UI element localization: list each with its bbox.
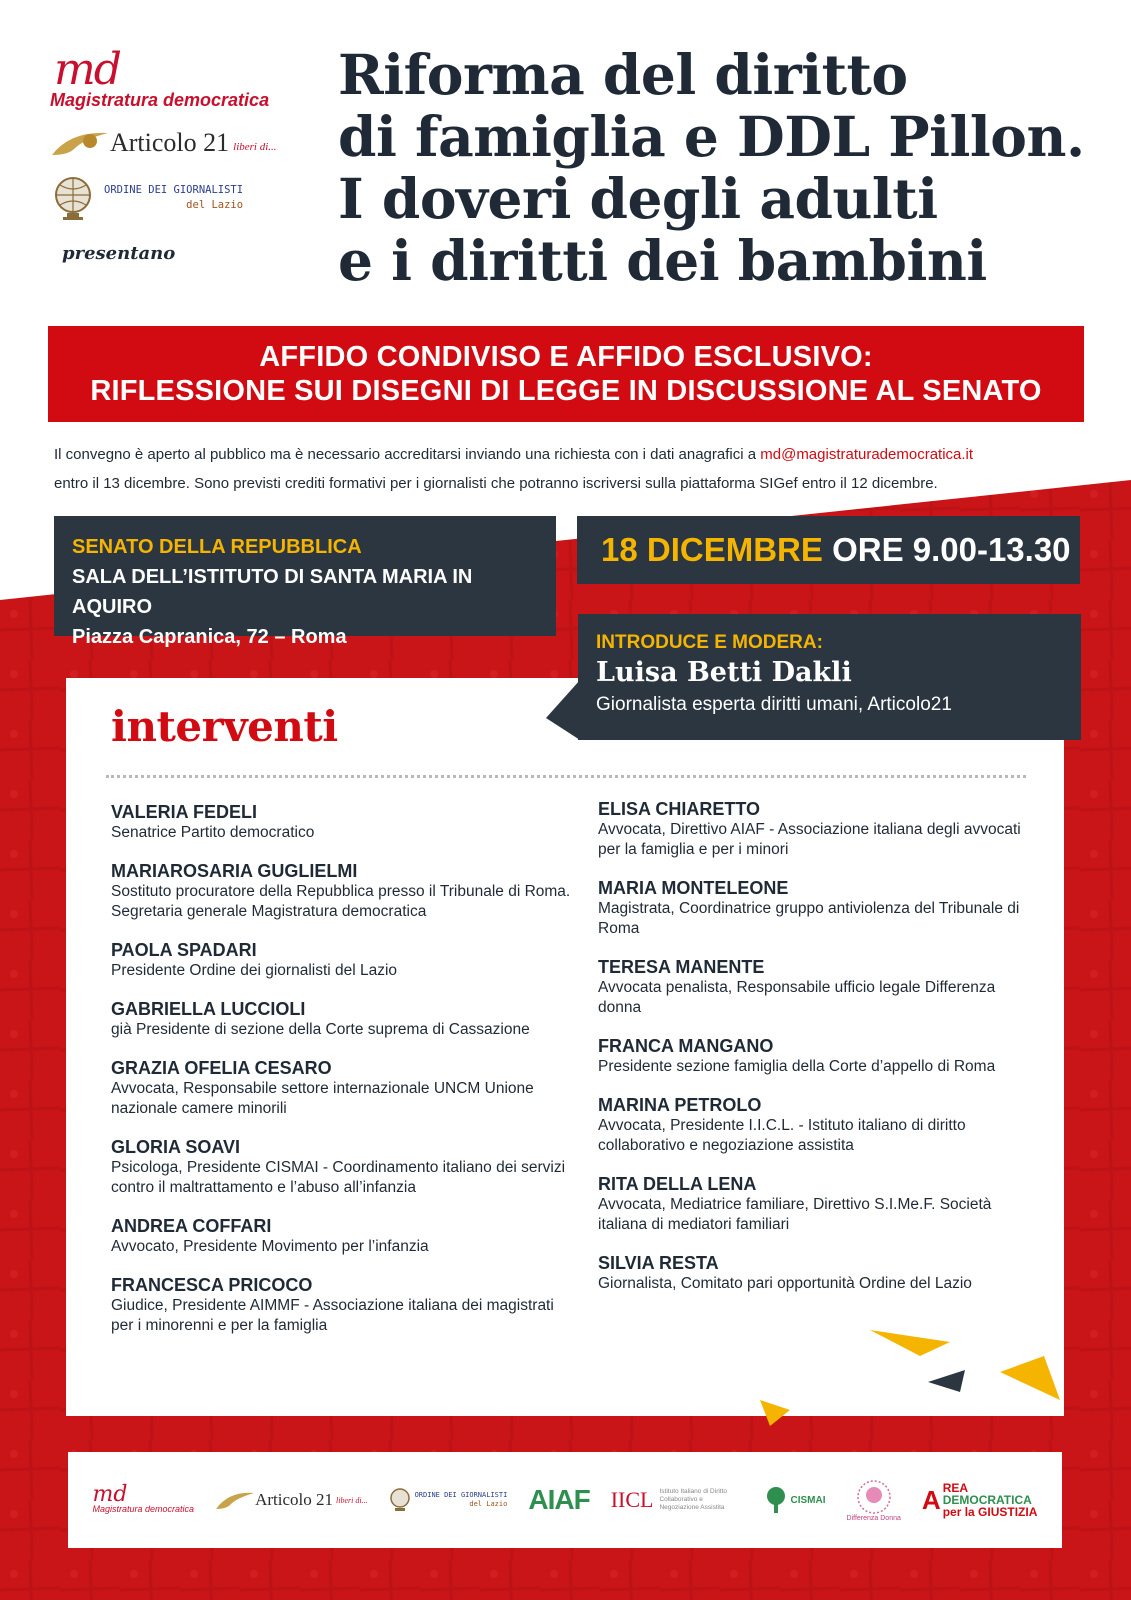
footer-cismai-logo: CISMAI [761, 1485, 826, 1515]
speaker-item: MARINA PETROLO Avvocata, Presidente I.I.C.L. - Istituto italiano di diritto collaborativo e negoziazione assistita [598, 1095, 966, 1154]
footer-articolo21-logo: Articolo 21 liberi di... [215, 1489, 367, 1511]
speaker-item: SILVIA RESTA Giornalista, Comitato pari opportunità Ordine del Lazio [598, 1253, 972, 1292]
globe-icon [50, 173, 96, 223]
globe-icon [389, 1487, 411, 1513]
moderator-box-notch [546, 680, 580, 740]
speaker-item: PAOLA SPADARI Presidente Ordine dei giornalisti del Lazio [111, 940, 398, 979]
organizer-logos [50, 44, 280, 264]
speaker-item: MARIAROSARIA GUGLIELMI Sostituto procuratore della Repubblica presso il Tribunale di Roma. Segretaria generale Magistratura democratica [111, 861, 571, 920]
moderator-box: INTRODUCE E MODERA: Luisa Betti Dakli Giornalista esperta diritti umani, Articolo21 [578, 614, 1081, 740]
footer-iicl-logo: IICL Istituto Italiano di Diritto Collaborativo e Negoziazione Assistita [610, 1487, 728, 1512]
magistratura-democratica-logo: md Magistratura democratica [50, 44, 270, 110]
speaker-item: GRAZIA OFELIA CESARO Avvocata, Responsabile settore internazionale UNCM Unione nazionale camere minorili [111, 1058, 534, 1117]
registration-info: Il convegno è aperto al pubblico ma è necessario accreditarsi inviando una richiesta con i dati anagrafici a md@magistraturademocratica.it entro il 13 dicembre. Sono previsti crediti formativi per i giornalisti che potranno iscriversi sulla piattaforma SIGef entro il 12 dicembre. [54, 446, 974, 492]
decorative-triangles [760, 1330, 1080, 1440]
speaker-item: FRANCESCA PRICOCO Giudice, Presidente AIMMF - Associazione italiana dei magistrati per i minorenni e per la famiglia [111, 1275, 554, 1334]
subtitle-banner: AFFIDO CONDIVISO E AFFIDO ESCLUSIVO: RIFLESSIONE SUI DISEGNI DI LEGGE IN DISCUSSIONE AL SENATO [48, 326, 1084, 422]
footer-ogl-logo: ORDINE DEI GIORNALISTI del Lazio [389, 1487, 508, 1513]
speaker-item: GLORIA SOAVI Psicologa, Presidente CISMAI - Coordinamento italiano dei servizi contro il maltrattamento e l’abuso all’infanzia [111, 1137, 566, 1196]
dotted-divider [106, 775, 1026, 778]
speakers-right-column [598, 798, 1038, 1311]
page-title: Riforma del diritto di famiglia e DDL Pillon. I doveri degli adulti e i diritti dei bambini [338, 42, 1085, 293]
quill-icon [50, 127, 110, 159]
venue-box: SENATO DELLA REPUBBLICA SALA DELL’ISTITUTO DI SANTA MARIA IN AQUIRO Piazza Capranica, 72 – Roma [54, 516, 556, 636]
speaker-item: VALERIA FEDELI Senatrice Partito democratico [111, 802, 315, 841]
speakers-left-column [111, 801, 571, 1353]
articolo21-logo: Articolo 21 liberi di... [50, 127, 280, 159]
footer-md-logo: md Magistratura democratica [92, 1482, 195, 1514]
partner-logos [68, 1452, 1062, 1548]
contact-email-link[interactable]: md@magistraturademocratica.it [760, 446, 974, 463]
footer-area-democratica-logo: A REA DEMOCRATICA per la GIUSTIZIA [921, 1481, 1038, 1519]
presentano-label: presentano [62, 243, 176, 264]
ordine-giornalisti-logo: ORDINE DEI GIORNALISTI del Lazio [50, 173, 280, 223]
date-time-box: 18 DICEMBRE ORE 9.00-13.30 [577, 516, 1080, 584]
speaker-item: FRANCA MANGANO Presidente sezione famiglia della Corte d’appello di Roma [598, 1036, 996, 1075]
speaker-item: RITA DELLA LENA Avvocata, Mediatrice familiare, Direttivo S.I.Me.F. Società italiana di mediatori familiari [598, 1174, 992, 1233]
speaker-item: ANDREA COFFARI Avvocato, Presidente Movimento per l’infanzia [111, 1216, 429, 1255]
footer-aiaf-logo: AIAF [528, 1484, 590, 1515]
footer-differenza-donna-logo: Differenza Donna [847, 1479, 901, 1522]
speaker-item: ELISA CHIARETTO Avvocata, Direttivo AIAF - Associazione italiana degli avvocati per la famiglia e per i minori [598, 799, 1021, 858]
speaker-item: TERESA MANENTE Avvocata penalista, Responsabile ufficio legale Differenza donna [598, 957, 996, 1016]
speaker-item: GABRIELLA LUCCIOLI già Presidente di sezione della Corte suprema di Cassazione [111, 999, 530, 1038]
quill-icon [215, 1489, 255, 1511]
speaker-item: MARIA MONTELEONE Magistrata, Coordinatrice gruppo antiviolenza del Tribunale di Roma [598, 878, 1020, 937]
differenza-donna-seal-icon [854, 1479, 894, 1515]
tree-icon [761, 1485, 791, 1515]
interventi-heading: interventi [111, 702, 338, 751]
